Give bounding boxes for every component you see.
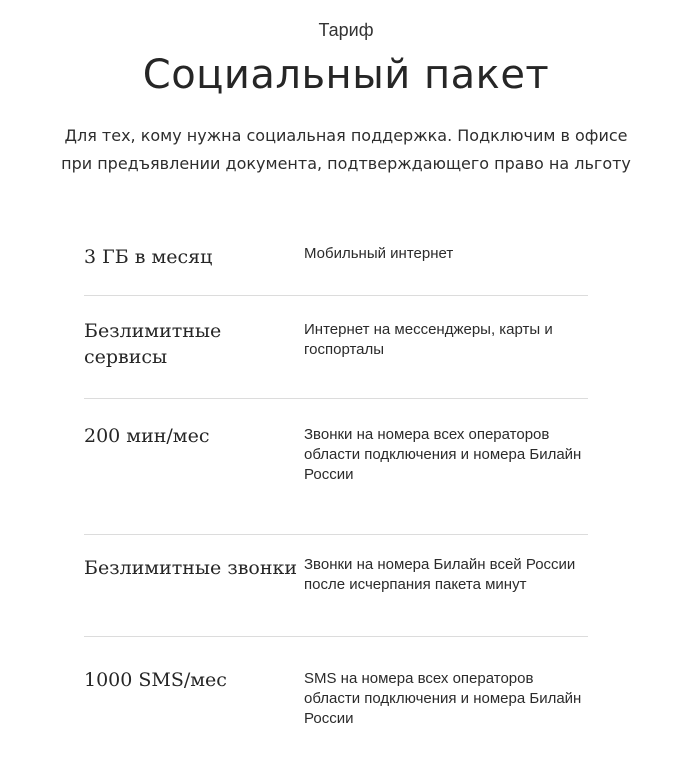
- feature-description: SMS на номера всех операторов области подключения и номера Билайн России: [304, 670, 582, 727]
- feature-value: Безлимитные сервисы: [84, 320, 222, 368]
- page-title: Социальный пакет: [142, 52, 550, 98]
- feature-description: Звонки на номера Билайн всей России после исчерпания пакета минут: [304, 556, 576, 593]
- feature-row-unlimited-services: [84, 296, 588, 399]
- feature-row-internet: [84, 220, 588, 296]
- feature-row-minutes: [84, 399, 588, 535]
- feature-description: Мобильный интернет: [304, 245, 454, 262]
- subtitle-line: при предъявлении документа, подтверждающего право на льготу: [61, 154, 631, 173]
- feature-row-unlimited-calls: [84, 535, 588, 637]
- feature-value: 1000 SMS/мес: [84, 669, 227, 691]
- subtitle-line: Для тех, кому нужна социальная поддержка. Подключим в офисе: [64, 126, 628, 145]
- feature-description: Звонки на номера всех операторов области подключения и номера Билайн России: [304, 426, 582, 483]
- feature-value: 200 мин/мес: [84, 425, 210, 447]
- tariff-label: Тариф: [318, 20, 374, 40]
- feature-value: 3 ГБ в месяц: [84, 246, 213, 268]
- feature-description: Интернет на мессенджеры, карты и госпорталы: [304, 321, 553, 358]
- feature-row-sms: [84, 637, 588, 757]
- features-list: [84, 220, 588, 757]
- feature-value: Безлимитные звонки: [84, 557, 298, 579]
- tariff-subtitle: [20, 122, 672, 178]
